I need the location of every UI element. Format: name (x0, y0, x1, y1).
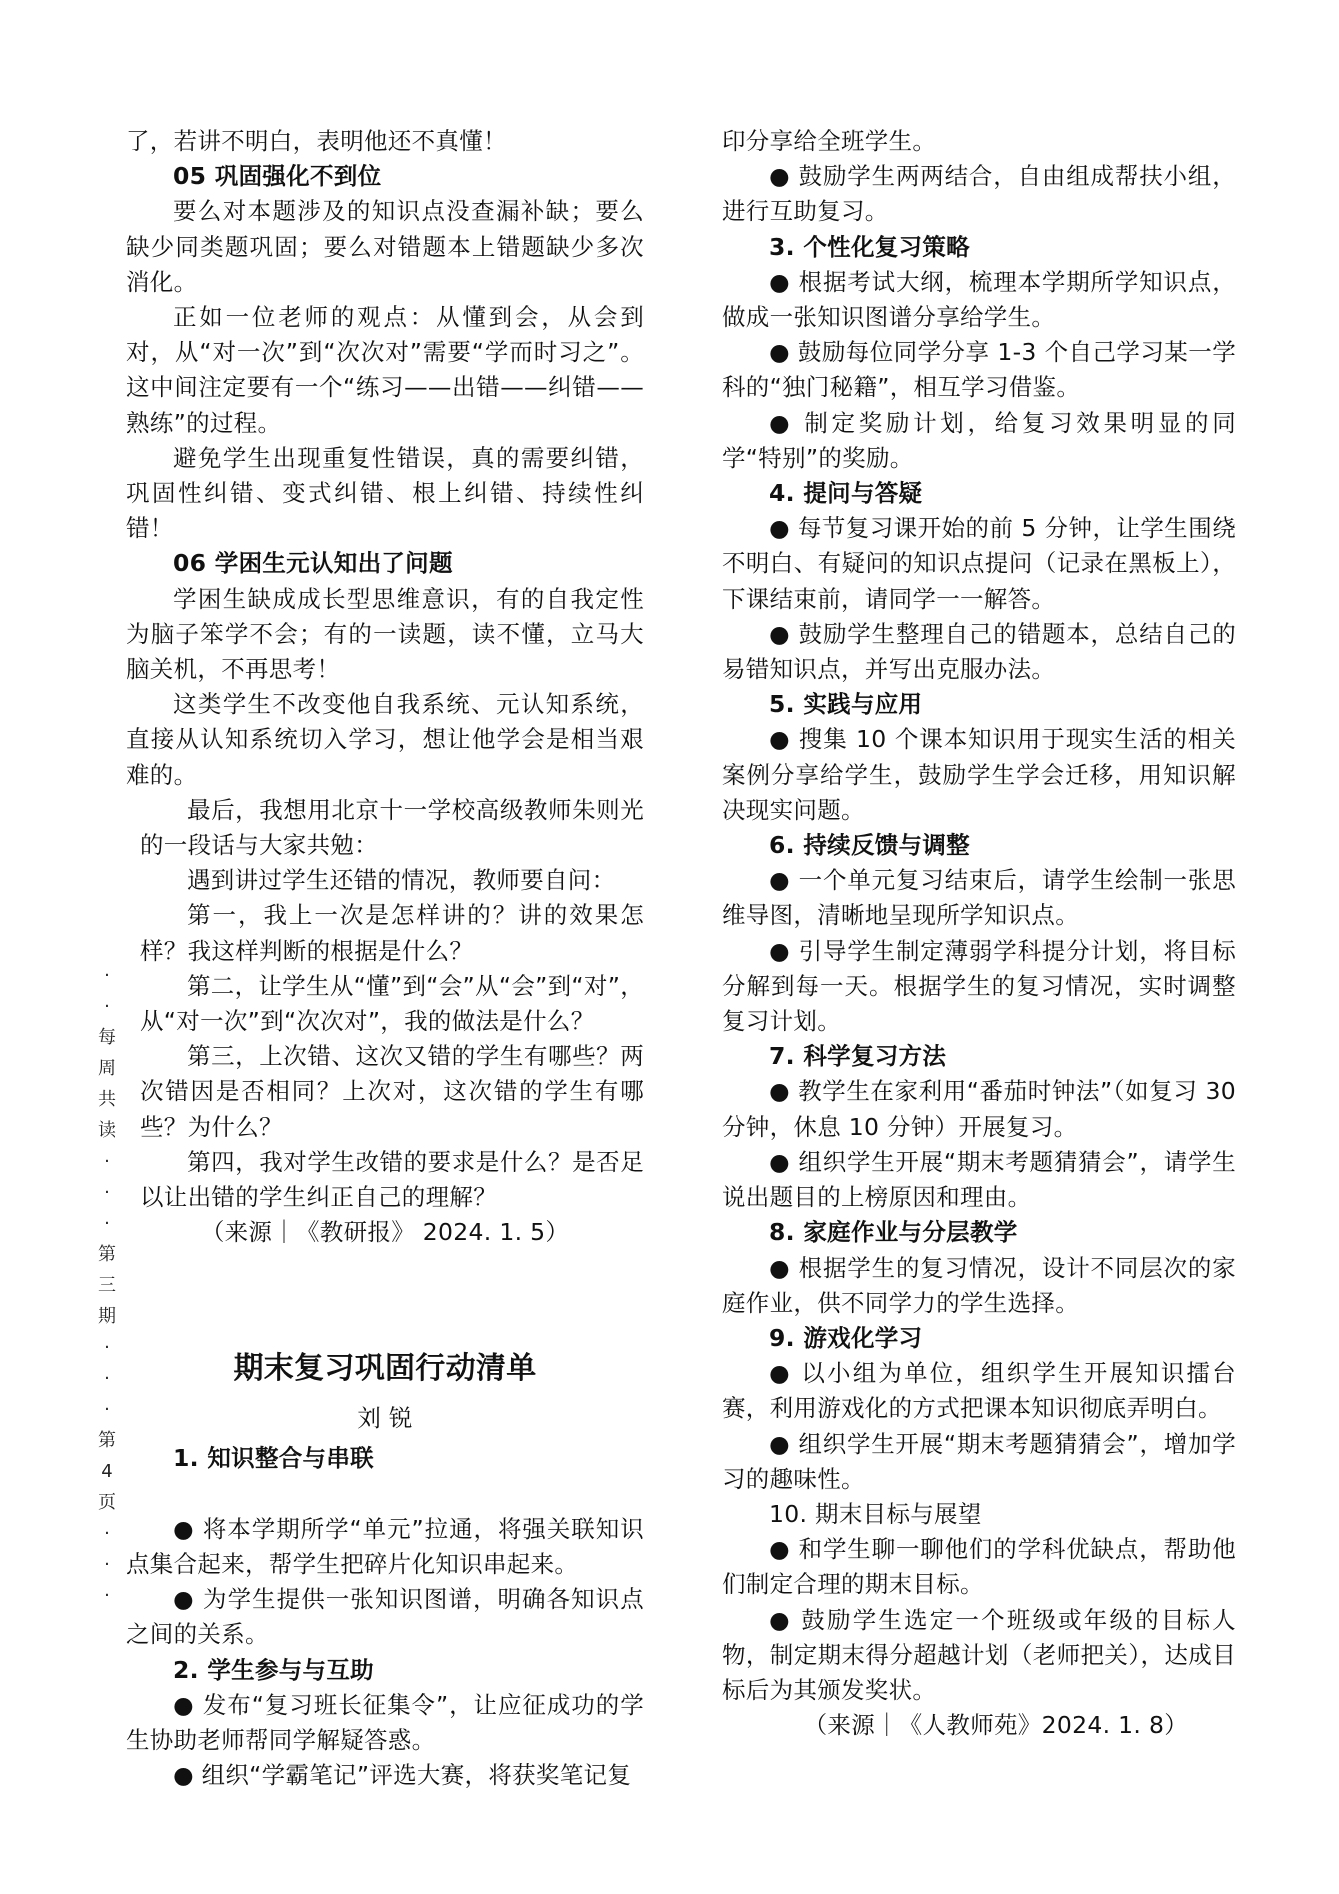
bullet-item: ● 鼓励学生两两结合，自由组成帮扶小组，进行互助复习。 (722, 162, 1236, 226)
section-heading: 06 学困生元认知出了问题 (173, 549, 453, 578)
bullet-item: ● 引导学生制定薄弱学科提分计划，将目标分解到每一天。根据学生的复习情况，实时调整复习计划。 (722, 936, 1236, 1036)
bullet-item: ● 搜集 10 个课本知识用于现实生活的相关案例分享给学生，鼓励学生学会迁移，用知识解决现实问题。 (722, 725, 1236, 824)
side-char: 每 (98, 1027, 116, 1048)
side-char: 三 (98, 1275, 116, 1296)
side-char: · (104, 1554, 110, 1575)
article-author: 刘 锐 (357, 1403, 413, 1432)
side-char: 读 (98, 1120, 116, 1141)
section-heading: 4. 提问与答疑 (769, 479, 923, 508)
paragraph: 了，若讲不明白，表明他还不真懂！ (126, 127, 507, 155)
bullet-item: ● 根据考试大纲，梳理本学期所学知识点，做成一张知识图谱分享给学生。 (722, 267, 1236, 332)
quote-line: 第三，上次错、这次又错的学生有哪些？两次错因是否相同？上次对，这次错的学生有哪些？为什么？ (140, 1042, 644, 1141)
section-heading: 5. 实践与应用 (769, 690, 923, 719)
side-char: 第 (98, 1430, 116, 1451)
section-heading: 6. 持续反馈与调整 (769, 831, 970, 860)
side-char: · (104, 965, 110, 986)
side-char: · (104, 1523, 110, 1544)
side-char: 第 (98, 1244, 116, 1265)
section-heading: 3. 个性化复习策略 (769, 232, 970, 261)
paragraph: 这类学生不改变他自我系统、元认知系统，直接从认知系统切入学习，想让他学会是相当艰难的。 (126, 690, 644, 789)
paragraph: 避免学生出现重复性错误，真的需要纠错，巩固性纠错、变式纠错、根上纠错、持续性纠错！ (126, 443, 644, 543)
source-citation: （来源｜《人教师苑》2024. 1. 8） (803, 1711, 1188, 1740)
bullet-item: ● 组织学生开展“期末考题猜猜会”，请学生说出题目的上榜原因和理由。 (722, 1147, 1236, 1212)
side-char: · (104, 1182, 110, 1203)
bullet-item: ● 鼓励学生选定一个班级或年级的目标人物，制定期末得分超越计划（老师把关），达成目标后为其颁发奖状。 (722, 1605, 1236, 1704)
side-char: · (104, 996, 110, 1017)
bullet-item: ● 教学生在家利用“番茄时钟法”（如复习 30 分钟，休息 10 分钟）开展复习。 (722, 1077, 1236, 1141)
right-column (722, 124, 1236, 1743)
side-char: 4 (101, 1461, 113, 1482)
section-heading: 05 巩固强化不到位 (173, 162, 382, 191)
bullet-item: ● 鼓励学生整理自己的错题本，总结自己的易错知识点，并写出克服办法。 (722, 619, 1236, 684)
bullet-item: ● 为学生提供一张知识图谱，明确各知识点之间的关系。 (126, 1585, 644, 1649)
side-char: 共 (98, 1089, 116, 1110)
side-char: · (104, 1213, 110, 1234)
quote-line: 第四，我对学生改错的要求是什么？是否足以让出错的学生纠正自己的理解？ (140, 1147, 644, 1212)
side-char: · (104, 1151, 110, 1172)
side-char: 期 (98, 1306, 116, 1327)
bullet-item: ● 组织学生开展“期末考题猜猜会”，增加学习的趣味性。 (722, 1429, 1236, 1493)
bullet-item: ● 发布“复习班长征集令”，让应征成功的学生协助老师帮同学解疑答惑。 (126, 1690, 644, 1754)
side-page-label (96, 960, 118, 1611)
side-char: · (104, 1337, 110, 1358)
quote-line: 第一，我上一次是怎样讲的？讲的效果怎样？我这样判断的根据是什么？ (140, 901, 644, 965)
quote-line: 遇到讲过学生还错的情况，教师要自问： (187, 866, 616, 895)
section-heading: 9. 游戏化学习 (769, 1323, 923, 1352)
side-char: · (104, 1585, 110, 1606)
left-column (126, 124, 644, 1793)
bullet-item: ● 和学生聊一聊他们的学科优缺点，帮助他们制定合理的期末目标。 (722, 1535, 1236, 1599)
section-heading: 10. 期末目标与展望 (769, 1499, 982, 1528)
side-char: · (104, 1399, 110, 1420)
bullet-item: ● 每节复习课开始的前 5 分钟，让学生围绕不明白、有疑问的知识点提问（记录在黑板上），下课结束前，请同学一一解答。 (722, 514, 1236, 613)
paragraph: 要么对本题涉及的知识点没查漏补缺；要么缺少同类题巩固；要么对错题本上错题缺少多次消化。 (126, 197, 644, 296)
paragraph: 正如一位老师的观点：从懂到会，从会到对，从“对一次”到“次次对”需要“学而时习之”。这中间注定要有一个“练习——出错——纠错——熟练”的过程。 (126, 303, 644, 437)
bullet-item: ● 根据学生的复习情况，设计不同层次的家庭作业，供不同学力的学生选择。 (722, 1253, 1236, 1317)
bullet-item: ● 制定奖励计划，给复习效果明显的同学“特别”的奖励。 (722, 408, 1236, 472)
side-char: 页 (98, 1492, 116, 1513)
bullet-item: ● 鼓励每位同学分享 1-3 个自己学习某一学科的“独门秘籍”，相互学习借鉴。 (722, 338, 1236, 402)
source-citation: （来源｜《教研报》 2024. 1. 5） (200, 1218, 570, 1247)
quote-line: 第二，让学生从“懂”到“会”从“会”到“对”，从“对一次”到“次次对”，我的做法是什么？ (140, 971, 644, 1036)
paragraph: 印分享给全班学生。 (722, 127, 937, 155)
bullet-item: ● 以小组为单位，组织学生开展知识擂台赛，利用游戏化的方式把课本知识彻底弄明白。 (722, 1359, 1236, 1423)
section-heading: 7. 科学复习方法 (769, 1042, 947, 1071)
section-heading: 2. 学生参与与互助 (173, 1655, 374, 1684)
paragraph: 最后，我想用北京十一学校高级教师朱则光的一段话与大家共勉： (140, 795, 644, 860)
section-heading: 8. 家庭作业与分层教学 (769, 1218, 1018, 1247)
bullet-item: ● 将本学期所学“单元”拉通，将强关联知识点集合起来，帮学生把碎片化知识串起来。 (126, 1514, 644, 1578)
article-title: 期末复习巩固行动清单 (233, 1350, 537, 1386)
side-char: · (104, 1368, 110, 1389)
bullet-item: ● 组织“学霸笔记”评选大赛，将获奖笔记复 (173, 1761, 632, 1790)
side-char: 周 (98, 1058, 116, 1079)
bullet-item: ● 一个单元复习结束后，请学生绘制一张思维导图，清晰地呈现所学知识点。 (722, 866, 1236, 930)
section-heading: 1. 知识整合与串联 (173, 1443, 374, 1472)
paragraph: 学困生缺成成长型思维意识，有的自我定性为脑子笨学不会；有的一读题，读不懂，立马大脑关机，不再思考！ (126, 584, 644, 684)
